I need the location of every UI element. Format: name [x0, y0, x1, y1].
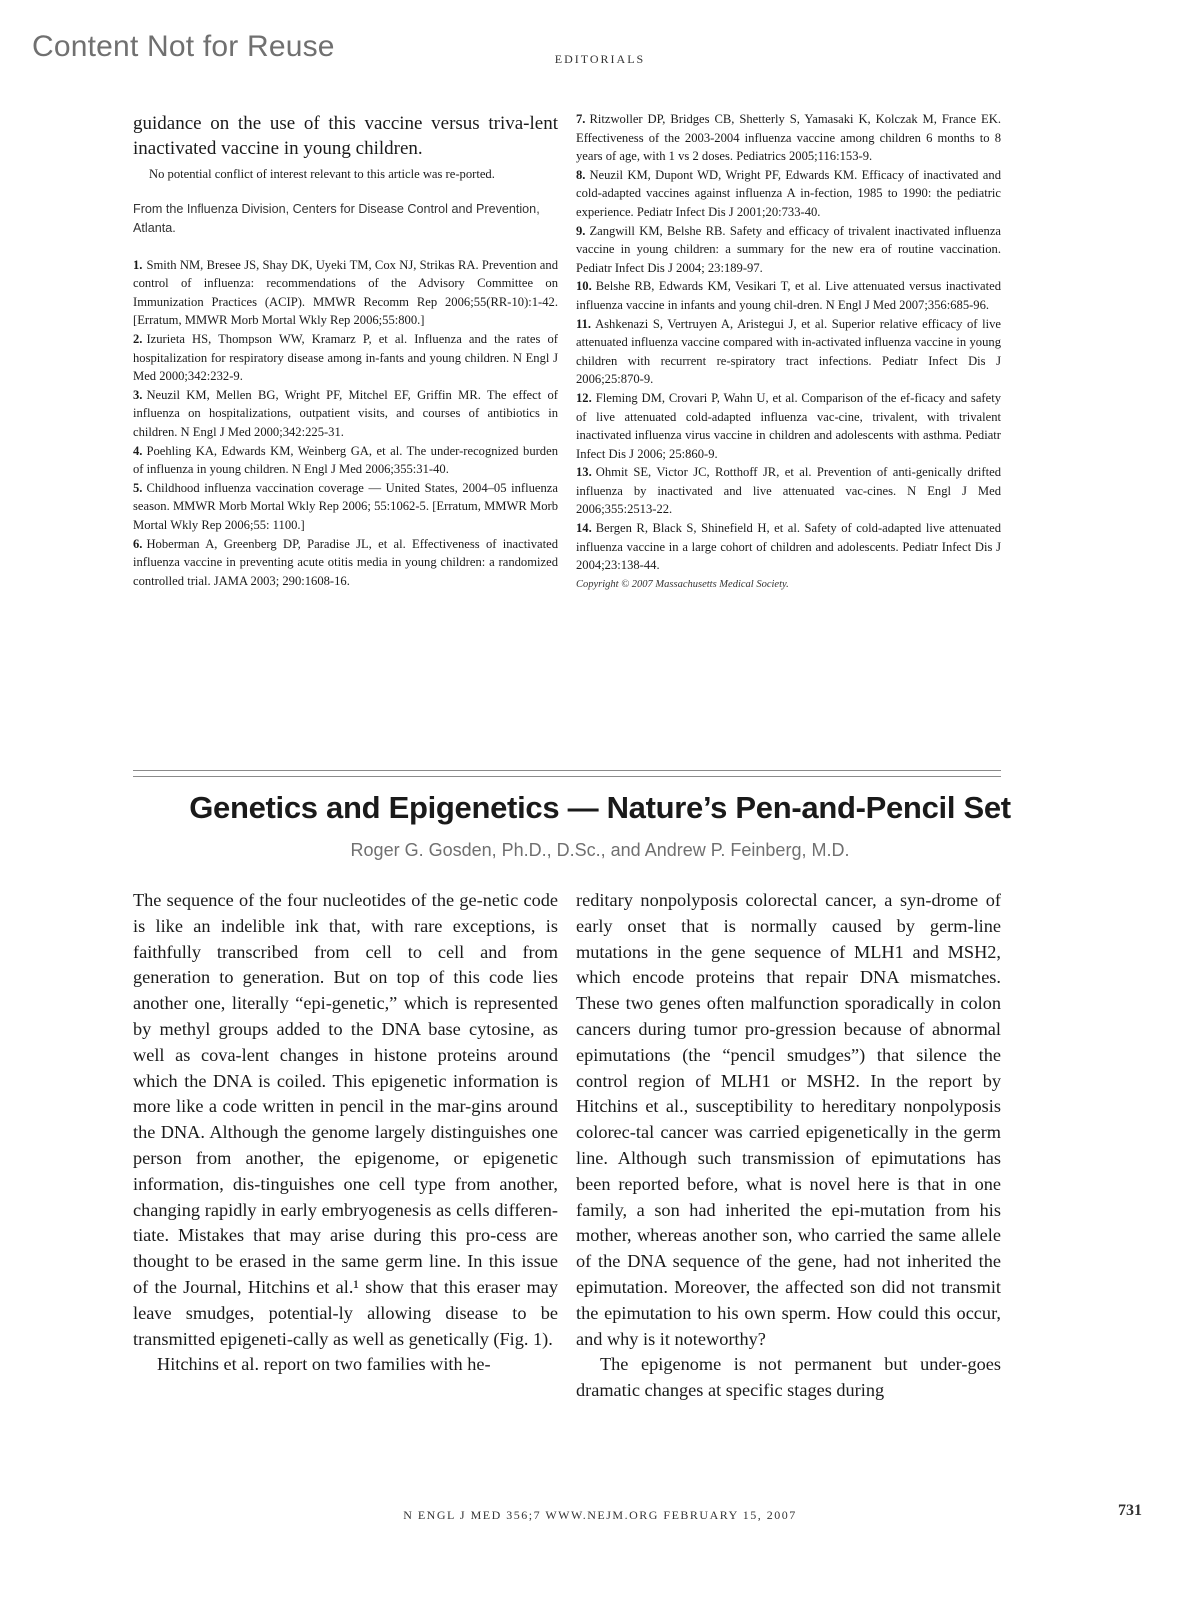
reference-number: 13. [576, 465, 592, 480]
reference-text: Smith NM, Bresee JS, Shay DK, Uyeki TM, Cox NJ, Strikas RA. Prevention and control of influenza: recommendations of the Advisory Committee on Immunization Practices (ACIP). MMWR Recomm Rep 2006;55(RR-10):1-42. [Erratum, MMWR Morb Mortal Wkly Rep 2006;55:800.] [133, 257, 558, 328]
reference-number: 6. [133, 536, 143, 551]
section-label: EDITORIALS [554, 52, 646, 66]
author-affiliation: From the Influenza Division, Centers for Disease Control and Prevention, Atlanta. [133, 201, 540, 235]
reference-text: Zangwill KM, Belshe RB. Safety and efficacy of trivalent inactivated influenza vaccine in young children: a summary for the new era of routine vaccination. Pediatr Infect Dis J 2004; 23:189-97. [576, 223, 1001, 275]
reference-text: Ashkenazi S, Vertruyen A, Aristegui J, et al. Superior relative efficacy of live attenuated influenza vaccine compared with in-activated influenza vaccine in young children with recurrent re-spiratory tract infections. Pediatr Infect Dis J 2006;25:870-9. [576, 316, 1001, 387]
reference-number: 1. [133, 257, 143, 272]
page-footer: N ENGL J MED 356;7 WWW.NEJM.ORG FEBRUARY 15, 2007 [403, 1508, 797, 1522]
reference-text: Neuzil KM, Mellen BG, Wright PF, Mitchel EF, Griffin MR. The effect of influenza on hospitalizations, outpatient visits, and courses of antibiotics in children. N Engl J Med 2000;342:225-31. [133, 387, 558, 439]
reference-number: 7. [576, 112, 586, 126]
body-paragraph: Hitchins et al. report on two families with he- [157, 1354, 491, 1375]
reference-item [133, 479, 558, 535]
article-left-column [133, 888, 558, 1378]
prev-article-left-column [133, 111, 558, 590]
reference-item [576, 166, 1001, 222]
prev-article-closing-text: guidance on the use of this vaccine versus triva-lent inactivated vaccine in young children. [133, 113, 558, 159]
section-divider-top [133, 770, 1001, 771]
reference-number: 2. [133, 331, 143, 346]
references-list-left [133, 256, 558, 591]
article-title: Genetics and Epigenetics — Nature’s Pen-and-Pencil Set [189, 790, 1011, 825]
reference-text: Izurieta HS, Thompson WW, Kramarz P, et al. Influenza and the rates of hospitalization for respiratory disease among in-fants and young children. N Engl J Med 2000;342:232-9. [133, 331, 558, 384]
reference-item [576, 277, 1001, 314]
reference-number: 9. [576, 223, 586, 238]
section-divider-bottom [133, 776, 1001, 777]
reference-item [576, 110, 1001, 166]
article-right-column [576, 888, 1001, 1404]
reference-item [133, 386, 558, 442]
reference-number: 4. [133, 443, 143, 458]
reference-item [133, 330, 558, 386]
reference-text: Bergen R, Black S, Shinefield H, et al. Safety of cold-adapted live attenuated influenza vaccine in a large cohort of children and adolescents. Pediatr Infect Dis J 2004;23:138-44. [576, 521, 1001, 573]
reference-text: Fleming DM, Crovari P, Wahn U, et al. Comparison of the ef-ficacy and safety of live attenuated cold-adapted influenza vac-cine, trivalent, with trivalent inactivated influenza virus vaccine in children and adolescents with asthma. Pediatr Infect Dis J 2006; 25:860-9. [576, 390, 1001, 461]
reference-item [133, 535, 558, 591]
reference-number: 3. [133, 387, 143, 402]
reference-number: 14. [576, 521, 592, 536]
article-authors: Roger G. Gosden, Ph.D., D.Sc., and Andrew P. Feinberg, M.D. [350, 840, 850, 860]
page-number: 731 [1118, 1502, 1142, 1519]
reference-text: Ritzwoller DP, Bridges CB, Shetterly S, Yamasaki K, Kolczak M, France EK. Effectiveness of the 2003-2004 influenza vaccine among children 6 months to 8 years of age, with 1 vs 2 doses. Pediatrics 2005;116:153-9. [576, 112, 1001, 164]
reference-item [576, 222, 1001, 278]
conflict-of-interest-note: No potential conflict of interest relevant to this article was re-ported. [149, 167, 495, 181]
prev-article-right-column [576, 110, 1001, 593]
reference-item [576, 389, 1001, 463]
reference-item [576, 463, 1001, 519]
reference-text: Poehling KA, Edwards KM, Weinberg GA, et al. The under-recognized burden of influenza in young children. N Engl J Med 2006;355:31-40. [133, 443, 558, 477]
reference-number: 8. [576, 167, 586, 182]
reference-number: 10. [576, 279, 592, 294]
reference-text: Childhood influenza vaccination coverage — United States, 2004–05 influenza season. MMWR Morb Mortal Wkly Rep 2006; 55:1062-5. [Erratum, MMWR Morb Mortal Wkly Rep 2006;55: 1100.] [133, 480, 558, 532]
reference-text: Neuzil KM, Dupont WD, Wright PF, Edwards KM. Efficacy of inactivated and cold-adapted vaccines against influenza A in-fection, 1985 to 1990: the pediatric experience. Pediatr Infect Dis J 2001;20:733-40. [576, 167, 1001, 219]
reference-item [576, 315, 1001, 389]
reference-text: Hoberman A, Greenberg DP, Paradise JL, et al. Effectiveness of inactivated influenza vaccine in preventing acute otitis media in young children: a randomized controlled trial. JAMA 2003; 290:1608-16. [133, 536, 558, 588]
reference-item [133, 442, 558, 479]
reference-text: Ohmit SE, Victor JC, Rotthoff JR, et al. Prevention of anti-genically drifted influenza by inactivated and live attenuated vac-cines. N Engl J Med 2006;355:2513-22. [576, 465, 1001, 517]
body-paragraph: reditary nonpolyposis colorectal cancer, a syn-drome of early onset that is normally caused by germ-line mutations in the gene sequence of MLH1 and MSH2, which encode proteins that repair DNA mismatches. These two genes often malfunction sporadically in colon cancers during tumor pro-gression because of abnormal epimutations (the “pencil smudges”) that silence the control region of MLH1 or MSH2. In the report by Hitchins et al., susceptibility to hereditary nonpolyposis colorec-tal cancer was carried epigenetically in the germ line. Although such transmission of epimutations has been reported before, what is novel here is that in one family, a son had inherited the epi-mutation from his mother, whereas another son, who carried the same allele of the DNA sequence of the gene, had not inherited the epimutation. Moreover, the affected son did not transmit the epimutation to his own sperm. How could this occur, and why is it noteworthy? [576, 890, 1001, 1349]
reference-number: 5. [133, 480, 143, 495]
watermark: Content Not for Reuse [32, 30, 335, 63]
copyright-line: Copyright © 2007 Massachusetts Medical Society. [576, 578, 789, 590]
body-paragraph: The epigenome is not permanent but under-goes dramatic changes at specific stages during [576, 1354, 1001, 1401]
reference-number: 11. [576, 316, 592, 331]
reference-item [576, 519, 1001, 575]
reference-number: 12. [576, 390, 592, 405]
reference-item [133, 256, 558, 330]
references-list-right [576, 110, 1001, 575]
reference-text: Belshe RB, Edwards KM, Vesikari T, et al. Live attenuated versus inactivated influenza vaccine in infants and young chil-dren. N Engl J Med 2007;356:685-96. [576, 279, 1001, 312]
body-paragraph: The sequence of the four nucleotides of the ge-netic code is like an indelible ink that, with rare exceptions, is faithfully transcribed from cell to cell and from generation to generation. But on top of this code lies another one, literally “epi-genetic,” which is represented by methyl groups added to the DNA base cytosine, as well as cova-lent changes in histone proteins around which the DNA is coiled. This epigenetic information is more like a code written in pencil in the mar-gins around the DNA. Although the genome largely distinguishes one person from another, the epigenome, or epigenetic information, dis-tinguishes one cell type from another, changing rapidly in early embryogenesis as cells differen-tiate. Mistakes that may arise during this pro-cess are thought to be erased in the same germ line. In this issue of the Journal, Hitchins et al.¹ show that this eraser may leave smudges, potential-ly allowing disease to be transmitted epigeneti-cally as well as genetically (Fig. 1). [133, 890, 558, 1349]
